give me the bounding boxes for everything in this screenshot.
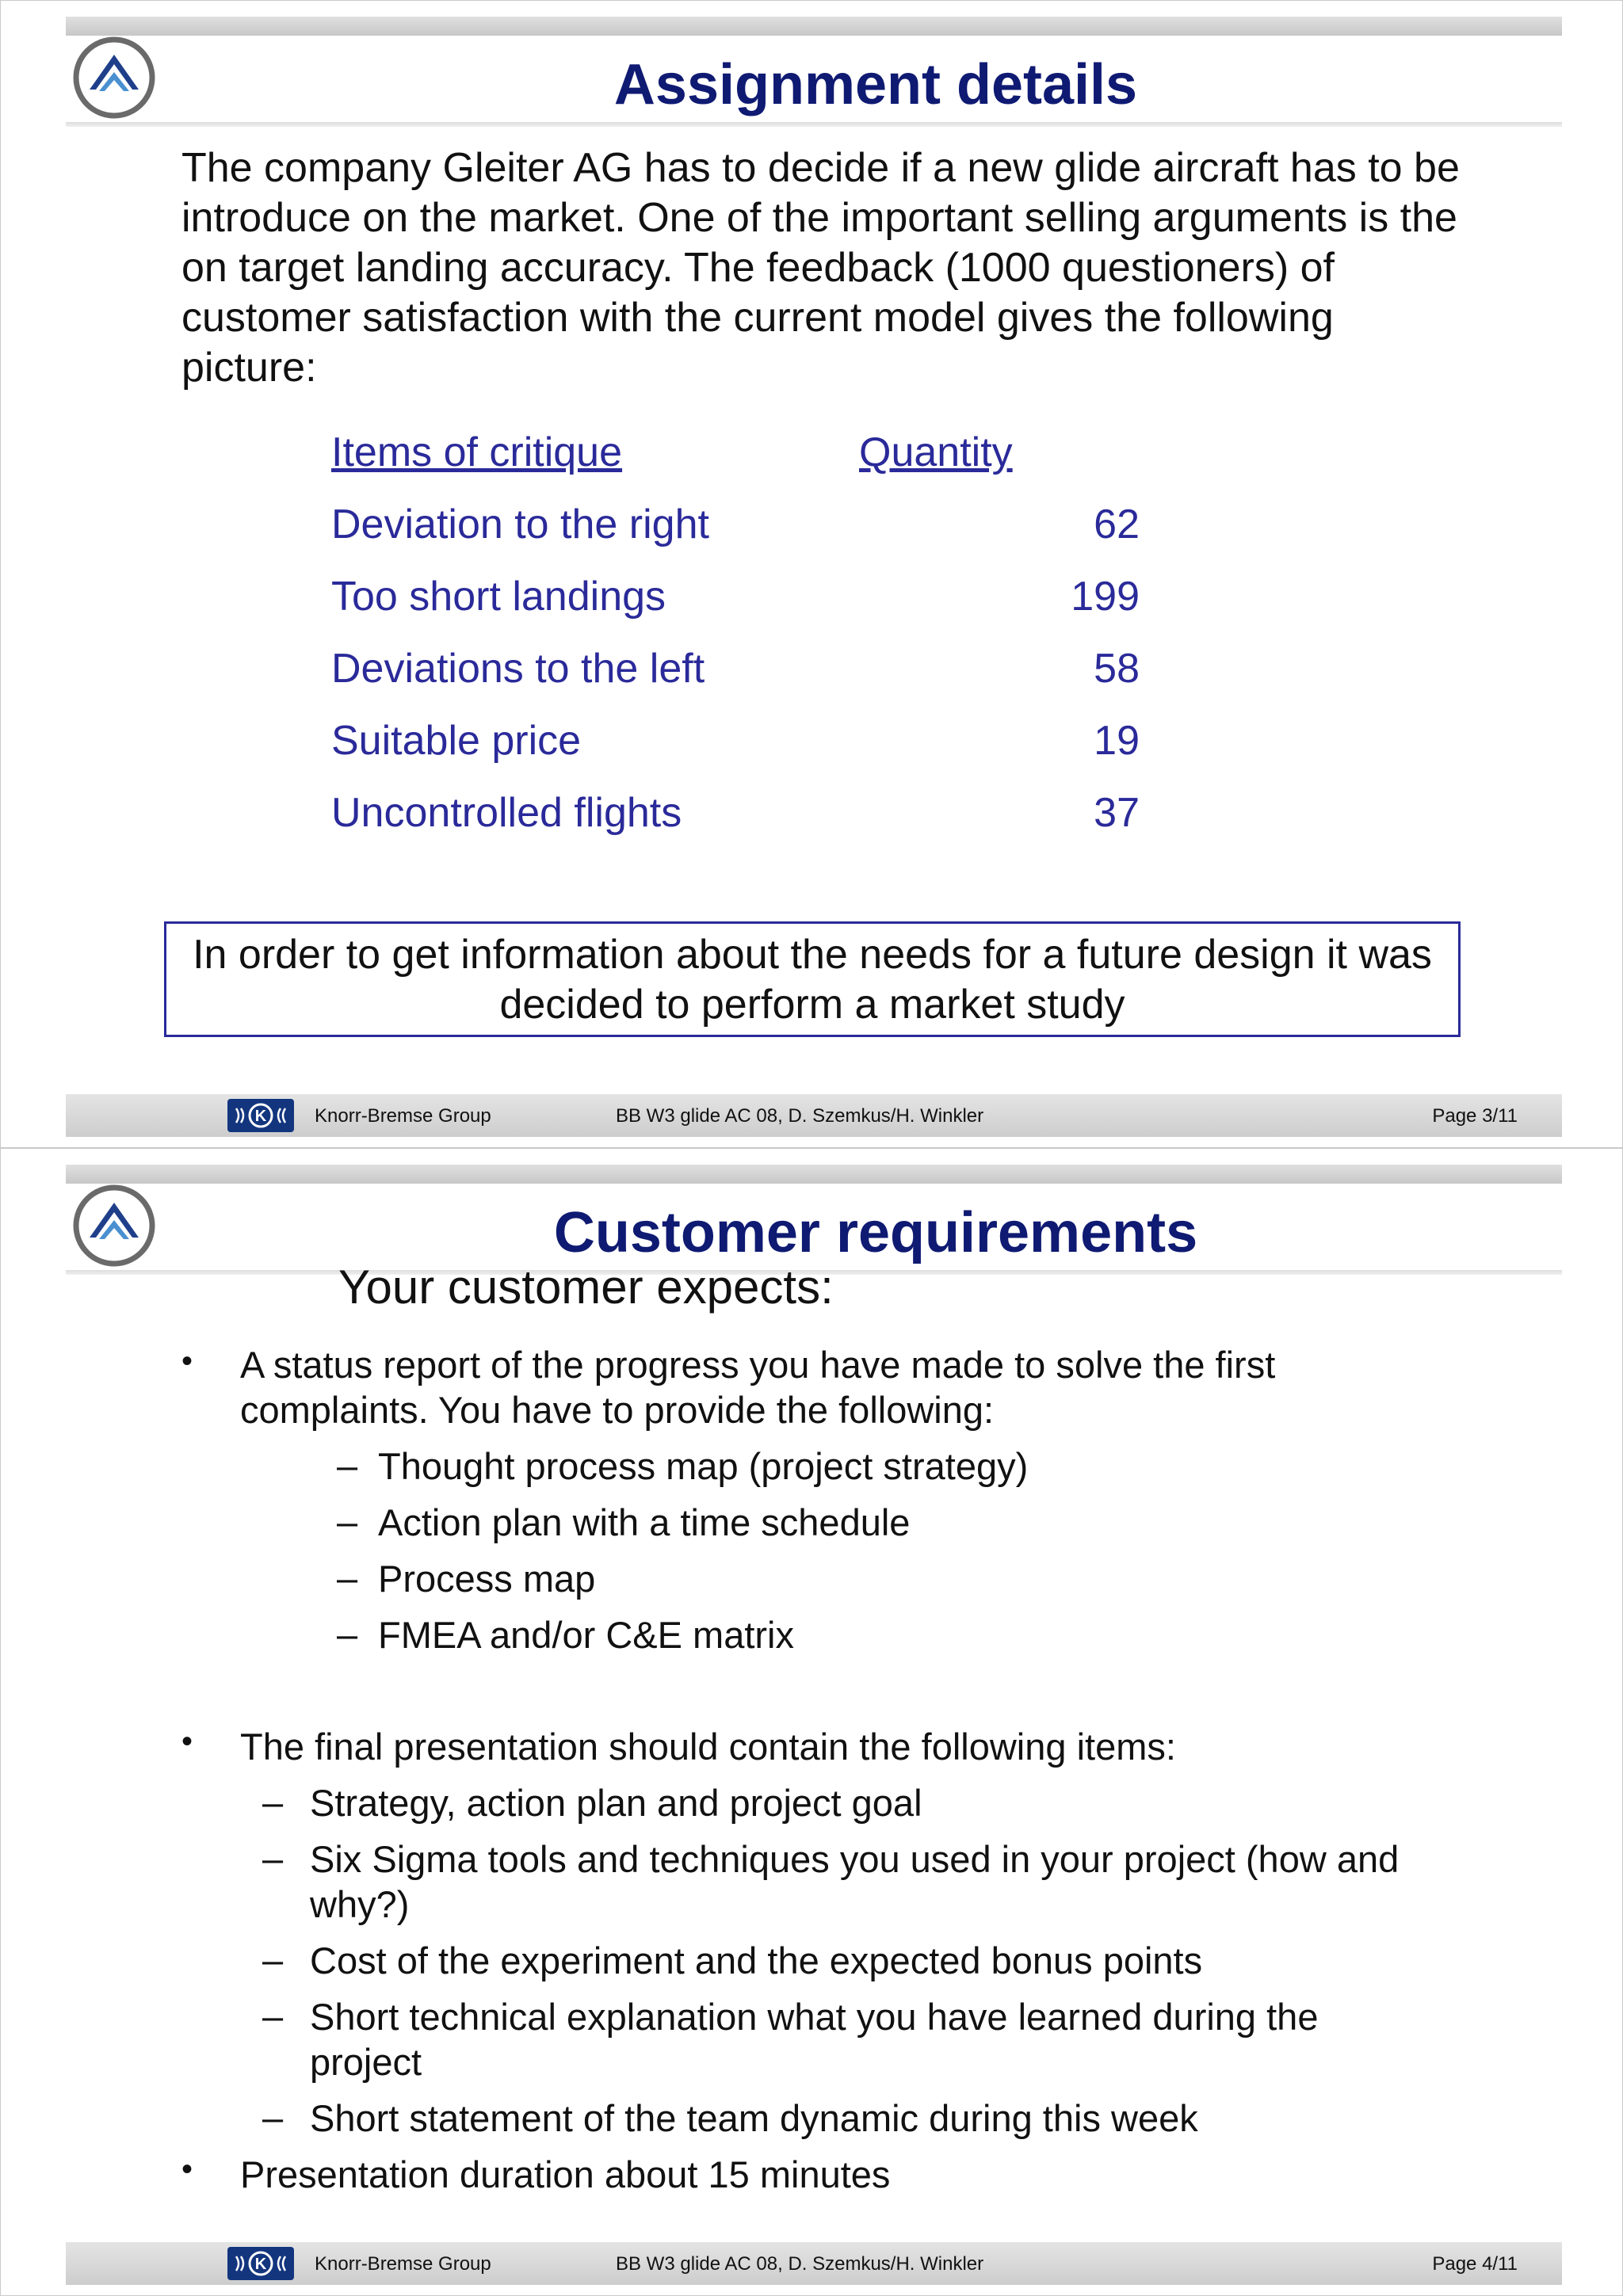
bullet-dot: •	[181, 2152, 193, 2187]
critique-table	[331, 429, 1140, 861]
list-item: why?)	[310, 1883, 410, 1925]
list-item: Short statement of the team dynamic during this week	[310, 2097, 1198, 2139]
table-header	[331, 429, 1140, 501]
list-item: Thought process map (project strategy)	[378, 1445, 1029, 1487]
dash-marker: –	[262, 2096, 284, 2138]
dash-marker: –	[262, 1939, 284, 1981]
dash-marker: –	[337, 1444, 358, 1486]
page-title: Assignment details	[613, 53, 1138, 116]
intro-paragraph: The company Gleiter AG has to decide if a new glide aircraft has to be introduce on the market. One of the important selling arguments is the on target landing accuracy. The feedback (1000 questioners) of customer satisfaction with the current model gives the following picture:	[181, 145, 1460, 391]
header-quantity: Quantity	[859, 429, 1013, 475]
footer	[66, 2242, 1562, 2285]
dash-marker: –	[262, 1995, 284, 2037]
list-item: Six Sigma tools and techniques you used in your project (how and	[310, 1838, 1400, 1880]
table-row	[331, 573, 1140, 645]
dash-marker: –	[337, 1613, 358, 1655]
row-value: 62	[1094, 502, 1140, 547]
svg-text:K: K	[254, 1108, 267, 1125]
footer-group: Knorr-Bremse Group	[315, 1105, 491, 1127]
dash-marker: –	[337, 1501, 358, 1543]
row-value: 37	[1094, 790, 1140, 836]
bullet-dot: •	[181, 1344, 193, 1379]
expects-heading: Your customer expects:	[338, 1261, 834, 1314]
list-item: Strategy, action plan and project goal	[310, 1782, 922, 1824]
top-bar	[66, 1165, 1562, 1184]
list-item: Action plan with a time schedule	[378, 1501, 911, 1543]
table-row	[331, 789, 1140, 861]
page-title: Customer requirements	[553, 1201, 1198, 1264]
row-value: 19	[1094, 718, 1140, 764]
row-label: Suitable price	[331, 718, 582, 764]
list-item: The final presentation should contain the following items:	[240, 1726, 1176, 1768]
dash-marker: –	[337, 1557, 358, 1599]
slide-customer-requirements	[0, 1148, 1623, 2296]
bullet-dot: •	[181, 1724, 193, 1759]
dash-marker: –	[262, 1837, 284, 1879]
list-item: Process map	[378, 1558, 596, 1600]
knorr-bremse-logo-icon	[227, 2247, 294, 2280]
footer-page-number: Page 3/11	[1432, 1105, 1518, 1127]
list-item: complaints. You have to provide the following:	[240, 1389, 995, 1431]
footer-page-number: Page 4/11	[1432, 2253, 1518, 2275]
list-item: A status report of the progress you have made to solve the first	[240, 1344, 1276, 1386]
row-value: 58	[1094, 646, 1140, 692]
list-item: FMEA and/or C&E matrix	[378, 1614, 794, 1656]
footer	[66, 1094, 1562, 1137]
row-label: Deviations to the left	[331, 646, 705, 692]
list-item: Short technical explanation what you have learned during the	[310, 1996, 1319, 2038]
dash-marker: –	[262, 1781, 284, 1823]
footer-group: Knorr-Bremse Group	[315, 2253, 491, 2275]
list-item: Presentation duration about 15 minutes	[240, 2153, 891, 2195]
footer-course: BB W3 glide AC 08, D. Szemkus/H. Winkler	[616, 1105, 984, 1127]
knorr-bremse-logo-icon	[227, 1099, 294, 1132]
title-rule	[66, 122, 1562, 127]
row-label: Too short landings	[331, 574, 666, 620]
market-study-callout: In order to get information about the needs for a future design it was decided to perform a market study	[164, 921, 1461, 1037]
svg-text:K: K	[254, 2256, 267, 2273]
list-item: project	[310, 2041, 422, 2083]
footer-course: BB W3 glide AC 08, D. Szemkus/H. Winkler	[616, 2253, 984, 2275]
row-label: Uncontrolled flights	[331, 790, 682, 836]
table-row	[331, 645, 1140, 717]
header-items: Items of critique	[331, 429, 623, 475]
list-item: Cost of the experiment and the expected bonus points	[310, 1939, 1203, 1981]
row-label: Deviation to the right	[331, 502, 709, 547]
row-value: 199	[1071, 574, 1140, 620]
table-row	[331, 717, 1140, 789]
table-row	[331, 501, 1140, 573]
top-bar	[66, 17, 1562, 36]
